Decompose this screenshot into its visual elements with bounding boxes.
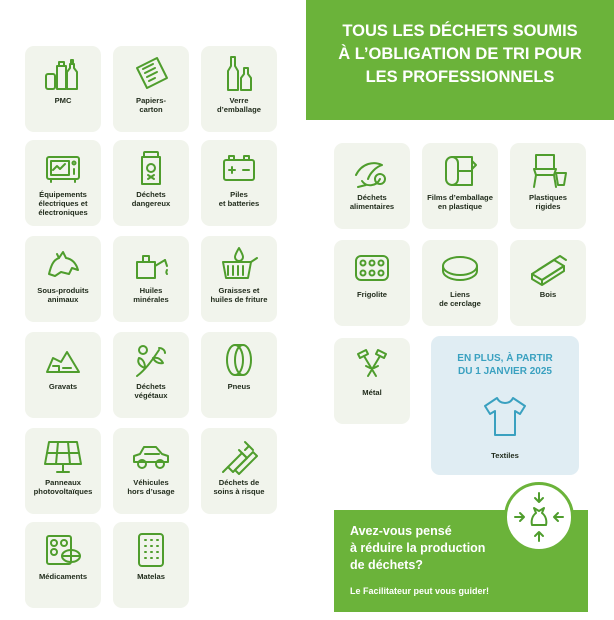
tile-medicaments (25, 522, 101, 608)
hazard-jar-icon (131, 148, 171, 188)
syringe-bandage-icon (219, 436, 259, 476)
tire-icon (219, 340, 259, 380)
tile-papiers (113, 46, 189, 132)
tile-label: Sous-produits animaux (37, 286, 89, 304)
tile-label: Pneus (227, 382, 251, 391)
tile-pneus (201, 332, 277, 418)
animal-carcass-icon (43, 244, 83, 284)
tile-label: Métal (362, 388, 382, 397)
tile-frigolite (334, 240, 410, 326)
textiles-heading: EN PLUS, À PARTIR DU 1 JANVIER 2025 (457, 353, 553, 377)
fryer-basket-icon (219, 244, 259, 284)
tile-piles (201, 140, 277, 226)
tile-label: Liens de cerclage (439, 290, 481, 308)
tile-label: Frigolite (357, 290, 387, 299)
tile-label: PMC (54, 96, 72, 105)
tile-pmc (25, 46, 101, 132)
newspaper-icon (131, 54, 171, 94)
compress-bag-icon (513, 491, 565, 543)
tile-verre (201, 46, 277, 132)
cta-guide-text: Le Facilitateur peut vous guider! (350, 586, 490, 596)
strapping-band-icon (440, 248, 480, 288)
tile-liens (422, 240, 498, 326)
page-title: TOUS LES DÉCHETS SOUMIS À L’OBLIGATION DE TRI POUR LES PROFESSIONNELS (338, 22, 582, 86)
pills-icon (43, 530, 83, 570)
tile-label: Gravats (48, 382, 78, 391)
tile-huiles (113, 236, 189, 322)
tile-alimentaires (334, 143, 410, 229)
tile-label: Matelas (137, 572, 165, 581)
tile-label: Huiles minérales (133, 286, 169, 304)
tshirt-icon (481, 394, 529, 438)
tile-gravats (25, 332, 101, 418)
rubble-icon (43, 340, 83, 380)
oil-can-icon (131, 244, 171, 284)
tile-label: Papiers- carton (136, 96, 166, 114)
textiles-label: Textiles (491, 451, 519, 460)
tile-vegetaux (113, 332, 189, 418)
tile-label: Déchets dangereux (131, 190, 171, 208)
glass-bottles-icon (219, 54, 259, 94)
tile-graisses (201, 236, 277, 322)
food-waste-icon (352, 151, 392, 191)
wood-planks-icon (528, 248, 568, 288)
screws-icon (352, 346, 392, 386)
tile-label: Déchets végétaux (134, 382, 168, 400)
battery-icon (219, 148, 259, 188)
tile-label: Plastiques rigides (529, 193, 567, 211)
tile-label: Panneaux photovoltaïques (33, 478, 93, 496)
tile-label: Bois (539, 290, 557, 299)
textiles-panel (431, 336, 579, 475)
solar-panel-icon (43, 436, 83, 476)
header-banner (306, 0, 614, 120)
tile-label: Verre d’emballage (217, 96, 261, 114)
tile-dangereux (113, 140, 189, 226)
cta-question: Avez-vous pensé à réduire la production de déchets? (350, 524, 486, 572)
polystyrene-block-icon (352, 248, 392, 288)
plastic-film-roll-icon (440, 151, 480, 191)
plant-branch-icon (131, 340, 171, 380)
tile-label: Véhicules hors d’usage (127, 478, 175, 496)
tile-vehicules (113, 428, 189, 514)
plastic-chair-icon (528, 151, 568, 191)
tile-label: Déchets alimentaires (349, 193, 395, 211)
bottles-cans-icon (43, 54, 83, 94)
tile-plastiques (510, 143, 586, 229)
tile-equipements (25, 140, 101, 226)
tile-label: Équipements électriques et électroniques (38, 190, 88, 217)
microwave-icon (43, 148, 83, 188)
tile-matelas (113, 522, 189, 608)
tile-label: Piles et batteries (218, 190, 260, 208)
tile-bois (510, 240, 586, 326)
reduce-waste-badge (504, 482, 574, 552)
tile-panneaux (25, 428, 101, 514)
tile-label: Films d’emballage en plastique (427, 193, 493, 211)
tile-label: Médicaments (38, 572, 88, 581)
tile-metal (334, 338, 410, 424)
mattress-icon (131, 530, 171, 570)
car-icon (131, 436, 171, 476)
tile-animaux (25, 236, 101, 322)
tile-films (422, 143, 498, 229)
tile-label: Graisses et huiles de friture (210, 286, 268, 304)
tile-label: Déchets de soins à risque (213, 478, 265, 496)
tile-soins (201, 428, 277, 514)
